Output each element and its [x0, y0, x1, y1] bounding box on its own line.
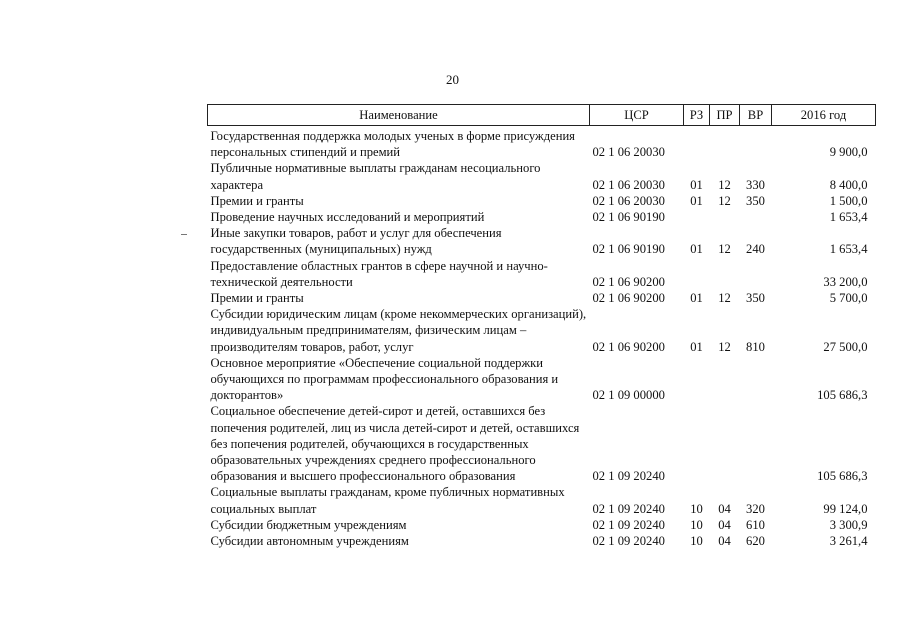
row-rz: 01	[690, 177, 703, 192]
row-amount: 9 900,0	[829, 145, 868, 160]
row-csr: 02 1 06 20030	[592, 193, 665, 208]
row-name: Социальные выплаты гражданам, кроме публичных нормативных социальных выплат	[210, 485, 565, 516]
row-rz: 10	[690, 501, 703, 516]
row-pr: 04	[718, 534, 731, 549]
row-csr: 02 1 06 90190	[592, 242, 665, 257]
row-name: Премии и гранты	[210, 291, 304, 306]
row-pr: 12	[718, 339, 731, 354]
row-amount: 33 200,0	[823, 274, 868, 289]
row-amount: 105 686,3	[817, 388, 868, 403]
row-pr: 04	[718, 501, 731, 516]
row-rz	[684, 126, 710, 161]
table-row	[208, 517, 876, 533]
header-rz: РЗ	[684, 105, 710, 126]
table-row	[208, 290, 876, 306]
row-pr: 12	[718, 177, 731, 192]
table-row	[208, 258, 876, 290]
row-name: Государственная поддержка молодых ученых в форме присуждения персональных стипендий и премий	[210, 129, 575, 160]
table-row	[208, 126, 876, 161]
header-row	[208, 105, 876, 126]
budget-table-container	[207, 104, 875, 549]
row-rz: 01	[690, 339, 703, 354]
row-pr: 12	[718, 242, 731, 257]
row-name: Проведение научных исследований и мероприятий	[210, 210, 485, 225]
row-vr: 350	[746, 193, 765, 208]
row-rz	[684, 209, 710, 225]
row-csr: 02 1 06 20030	[592, 145, 665, 160]
row-vr: 610	[746, 517, 765, 532]
row-csr: 02 1 06 90190	[592, 210, 665, 225]
margin-mark	[181, 234, 187, 235]
page-number: 20	[446, 72, 459, 87]
row-csr: 02 1 09 20240	[592, 517, 665, 532]
row-name: Иные закупки товаров, работ и услуг для обеспечения государственных (муниципальных) нужд	[210, 226, 502, 257]
row-name: Социальное обеспечение детей-сирот и детей, оставшихся без попечения родителей, лиц из числа детей-сирот и детей, оставшихся без попечения родителей, обучающихся в государственных образовательных учреждениях среднего профессионального образования и высшего профессионального образования	[210, 404, 580, 484]
row-rz	[684, 258, 710, 290]
row-pr	[710, 126, 740, 161]
row-pr	[710, 258, 740, 290]
budget-table	[207, 104, 876, 549]
table-body	[208, 126, 876, 550]
row-amount: 1 653,4	[829, 242, 868, 257]
row-vr	[740, 258, 772, 290]
table-row	[208, 209, 876, 225]
row-rz	[684, 403, 710, 484]
row-csr: 02 1 09 20240	[592, 534, 665, 549]
table-row	[208, 193, 876, 209]
row-csr: 02 1 06 90200	[592, 339, 665, 354]
row-vr	[740, 403, 772, 484]
row-name: Субсидии автономным учреждениям	[210, 534, 409, 549]
row-csr: 02 1 09 20240	[592, 501, 665, 516]
header-pr: ПР	[710, 105, 740, 126]
row-rz: 01	[690, 242, 703, 257]
row-csr: 02 1 09 20240	[592, 469, 665, 484]
row-amount: 3 300,9	[829, 517, 868, 532]
row-vr: 620	[746, 534, 765, 549]
table-row	[208, 403, 876, 484]
table-row	[208, 306, 876, 355]
table-row	[208, 355, 876, 404]
row-amount: 1 500,0	[829, 193, 868, 208]
row-amount: 5 700,0	[829, 291, 868, 306]
row-name: Премии и гранты	[210, 193, 304, 208]
row-vr: 240	[746, 242, 765, 257]
row-amount: 3 261,4	[829, 534, 868, 549]
table-row	[208, 484, 876, 516]
row-pr	[710, 209, 740, 225]
row-pr: 04	[718, 517, 731, 532]
row-rz: 01	[690, 193, 703, 208]
row-amount: 8 400,0	[829, 177, 868, 192]
row-amount: 99 124,0	[823, 501, 868, 516]
row-rz: 10	[690, 534, 703, 549]
table-row	[208, 160, 876, 192]
row-vr: 330	[746, 177, 765, 192]
header-vr: ВР	[740, 105, 772, 126]
row-name: Субсидии юридическим лицам (кроме некоммерческих организаций), индивидуальным предпринимателям, физическим лицам – производителям товаров, работ, услуг	[210, 307, 587, 354]
header-amount: 2016 год	[772, 105, 876, 126]
row-pr	[710, 355, 740, 404]
row-name: Предоставление областных грантов в сфере научной и научно-технической деятельности	[210, 258, 548, 289]
header-csr: ЦСР	[590, 105, 684, 126]
row-rz	[684, 355, 710, 404]
row-pr: 12	[718, 193, 731, 208]
row-vr: 320	[746, 501, 765, 516]
row-csr: 02 1 09 00000	[592, 388, 665, 403]
row-name: Основное мероприятие «Обеспечение социальной поддержки обучающихся по программам профессионального образования и докторантов»	[210, 355, 559, 403]
row-csr: 02 1 06 90200	[592, 274, 665, 289]
row-vr	[740, 355, 772, 404]
row-amount: 105 686,3	[817, 469, 868, 484]
row-vr	[740, 209, 772, 225]
table-row	[208, 225, 876, 257]
table-row	[208, 533, 876, 549]
row-csr: 02 1 06 20030	[592, 177, 665, 192]
row-rz: 01	[690, 291, 703, 306]
row-name: Публичные нормативные выплаты гражданам несоциального характера	[210, 161, 541, 192]
row-amount: 1 653,4	[829, 210, 868, 225]
header-name: Наименование	[208, 105, 590, 126]
row-csr: 02 1 06 90200	[592, 291, 665, 306]
row-pr: 12	[718, 291, 731, 306]
row-rz: 10	[690, 517, 703, 532]
row-vr	[740, 126, 772, 161]
row-amount: 27 500,0	[823, 339, 868, 354]
row-vr: 350	[746, 291, 765, 306]
table-header	[208, 105, 876, 126]
row-pr	[710, 403, 740, 484]
row-name: Субсидии бюджетным учреждениям	[210, 517, 407, 532]
row-vr: 810	[746, 339, 765, 354]
